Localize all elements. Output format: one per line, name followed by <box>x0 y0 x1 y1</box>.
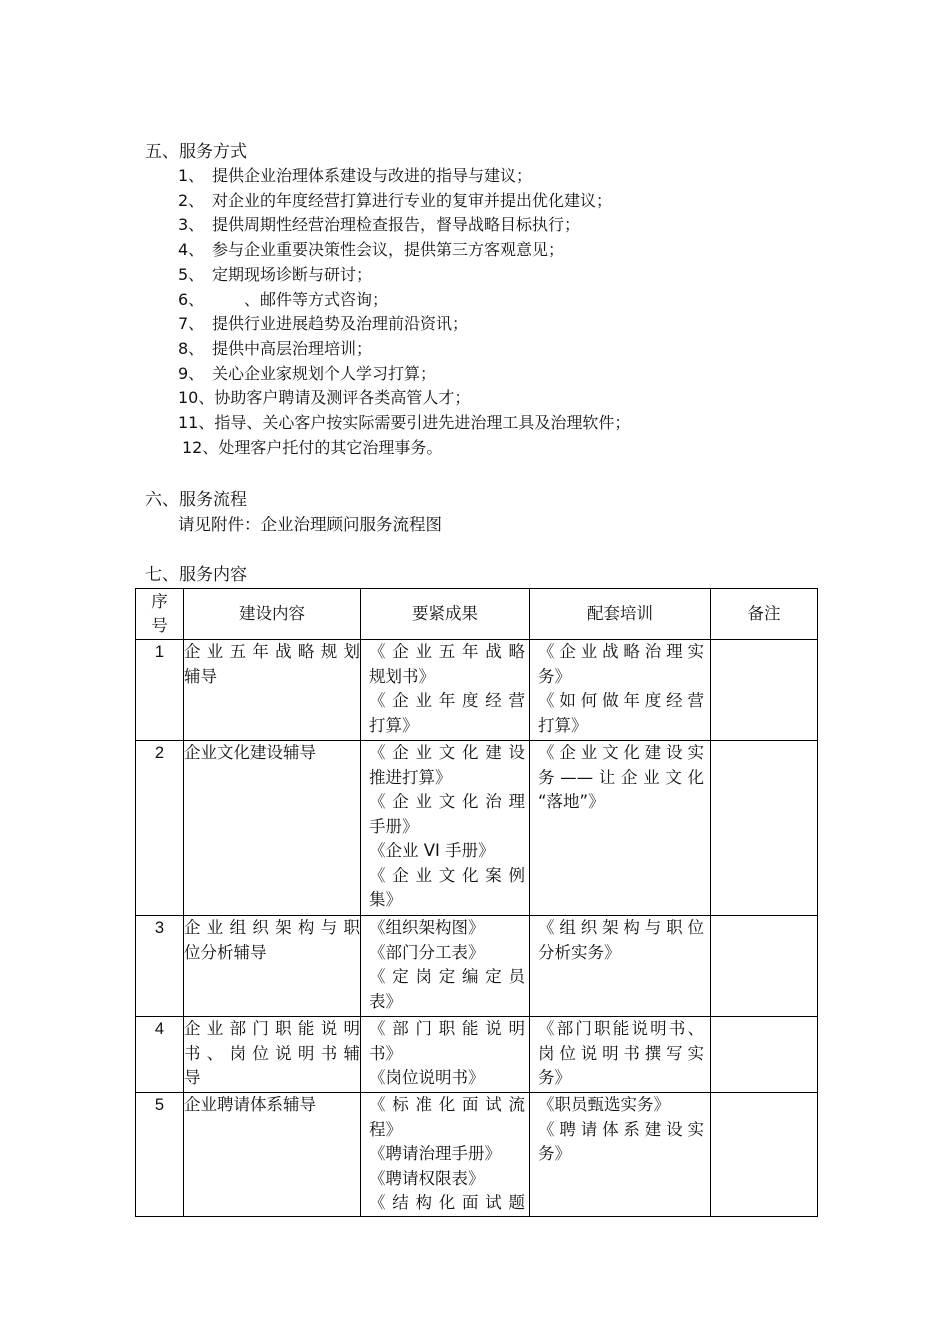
row-training: 《组织架构与职位 分析实务》 <box>530 916 711 1017</box>
row-remarks <box>711 1017 818 1093</box>
row-seq: 3 <box>136 916 184 1017</box>
list-item <box>178 213 630 238</box>
header-remarks: 备注 <box>711 589 818 640</box>
row-remarks <box>711 741 818 916</box>
table-header-row <box>136 589 818 640</box>
list-item <box>178 362 630 387</box>
row-content: 企业文化建设辅导 <box>184 741 361 916</box>
item-number: 3、 <box>178 215 205 235</box>
item-text: 提供行业进展趋势及治理前沿资讯； <box>212 314 469 334</box>
header-training: 配套培训 <box>530 589 711 640</box>
item-text: 协助客户聘请及测评各类高管人才； <box>214 388 471 408</box>
item-number: 9、 <box>178 363 205 383</box>
row-content: 企业部门职能说明 书、岗位说明书辅 导 <box>184 1017 361 1093</box>
row-training: 《企业文化建设实 务——让企业文化 “落地”》 <box>530 741 711 916</box>
list-item <box>178 288 630 313</box>
item-number: 5、 <box>178 264 205 284</box>
header-content: 建设内容 <box>184 589 361 640</box>
row-results: 《部门职能说明 书》 《岗位说明书》 <box>361 1017 530 1093</box>
item-text: 关心企业家规划个人学习打算； <box>212 363 437 383</box>
table-row <box>136 1017 818 1093</box>
list-item <box>178 411 630 436</box>
item-number: 12、 <box>182 437 219 457</box>
section-6-heading: 六、服务流程 <box>145 490 247 510</box>
header-results: 要紧成果 <box>361 589 530 640</box>
header-seq: 序 号 <box>136 589 184 640</box>
item-text: 提供企业治理体系建设与改进的指导与建议； <box>212 166 533 185</box>
section-7-heading: 七、服务内容 <box>145 565 247 585</box>
item-text: 提供中高层治理培训； <box>212 338 373 358</box>
section-5-heading: 五、服务方式 <box>145 142 247 162</box>
row-content: 企业五年战略规划 辅导 <box>184 640 361 741</box>
table-row <box>136 916 818 1017</box>
item-number: 6、 <box>178 289 205 309</box>
list-item <box>178 164 630 189</box>
row-training: 《部门职能说明书、 岗位说明书撰写实 务》 <box>530 1017 711 1093</box>
item-number: 10、 <box>178 388 215 408</box>
row-remarks <box>711 1093 818 1217</box>
row-content: 企业聘请体系辅导 <box>184 1093 361 1217</box>
table-row <box>136 1093 818 1217</box>
list-item <box>178 337 630 362</box>
item-text: 、邮件等方式咨询； <box>212 289 389 309</box>
row-content: 企业组织架构与职 位分析辅导 <box>184 916 361 1017</box>
row-seq: 2 <box>136 741 184 916</box>
row-remarks <box>711 640 818 741</box>
item-text: 定期现场诊断与研讨； <box>212 264 373 284</box>
row-seq: 5 <box>136 1093 184 1217</box>
row-training: 《职员甄选实务》 《聘请体系建设实 务》 <box>530 1093 711 1217</box>
row-seq: 4 <box>136 1017 184 1093</box>
item-text: 参与企业重要决策性会议，提供第三方客观意见； <box>212 240 565 260</box>
section-6-text: 请见附件：企业治理顾问服务流程图 <box>178 515 442 534</box>
list-item <box>178 386 630 411</box>
row-results: 《组织架构图》 《部门分工表》 《定岗定编定员 表》 <box>361 916 530 1017</box>
service-methods-list <box>178 164 630 460</box>
item-number: 8、 <box>178 338 205 358</box>
item-number: 11、 <box>178 413 215 433</box>
item-text: 提供周期性经营治理检查报告，督导战略目标执行； <box>212 215 581 235</box>
row-results: 《企业五年战略 规划书》 《企业年度经营 打算》 <box>361 640 530 741</box>
item-number: 1、 <box>178 166 205 185</box>
row-seq: 1 <box>136 640 184 741</box>
table-row <box>136 640 818 741</box>
item-text: 对企业的年度经营打算进行专业的复审并提出优化建议； <box>212 190 613 210</box>
row-results: 《标准化面试流 程》 《聘请治理手册》 《聘请权限表》 《结构化面试题 <box>361 1093 530 1217</box>
row-remarks <box>711 916 818 1017</box>
service-content-table <box>135 588 818 1217</box>
row-results: 《企业文化建设 推进打算》 《企业文化治理 手册》 《企业 VI 手册》 《企业文化案例 集》 <box>361 741 530 916</box>
row-training: 《企业战略治理实 务》 《如何做年度经营 打算》 <box>530 640 711 741</box>
list-item <box>178 238 630 263</box>
list-item <box>178 312 630 337</box>
list-item <box>178 436 630 461</box>
list-item <box>178 263 630 288</box>
list-item <box>178 189 630 214</box>
item-text: 处理客户托付的其它治理事务。 <box>218 437 443 457</box>
item-number: 2、 <box>178 190 205 210</box>
item-number: 7、 <box>178 314 205 334</box>
table-row <box>136 741 818 916</box>
item-number: 4、 <box>178 240 205 260</box>
item-text: 指导、关心客户按实际需要引进先进治理工具及治理软件； <box>214 413 631 433</box>
